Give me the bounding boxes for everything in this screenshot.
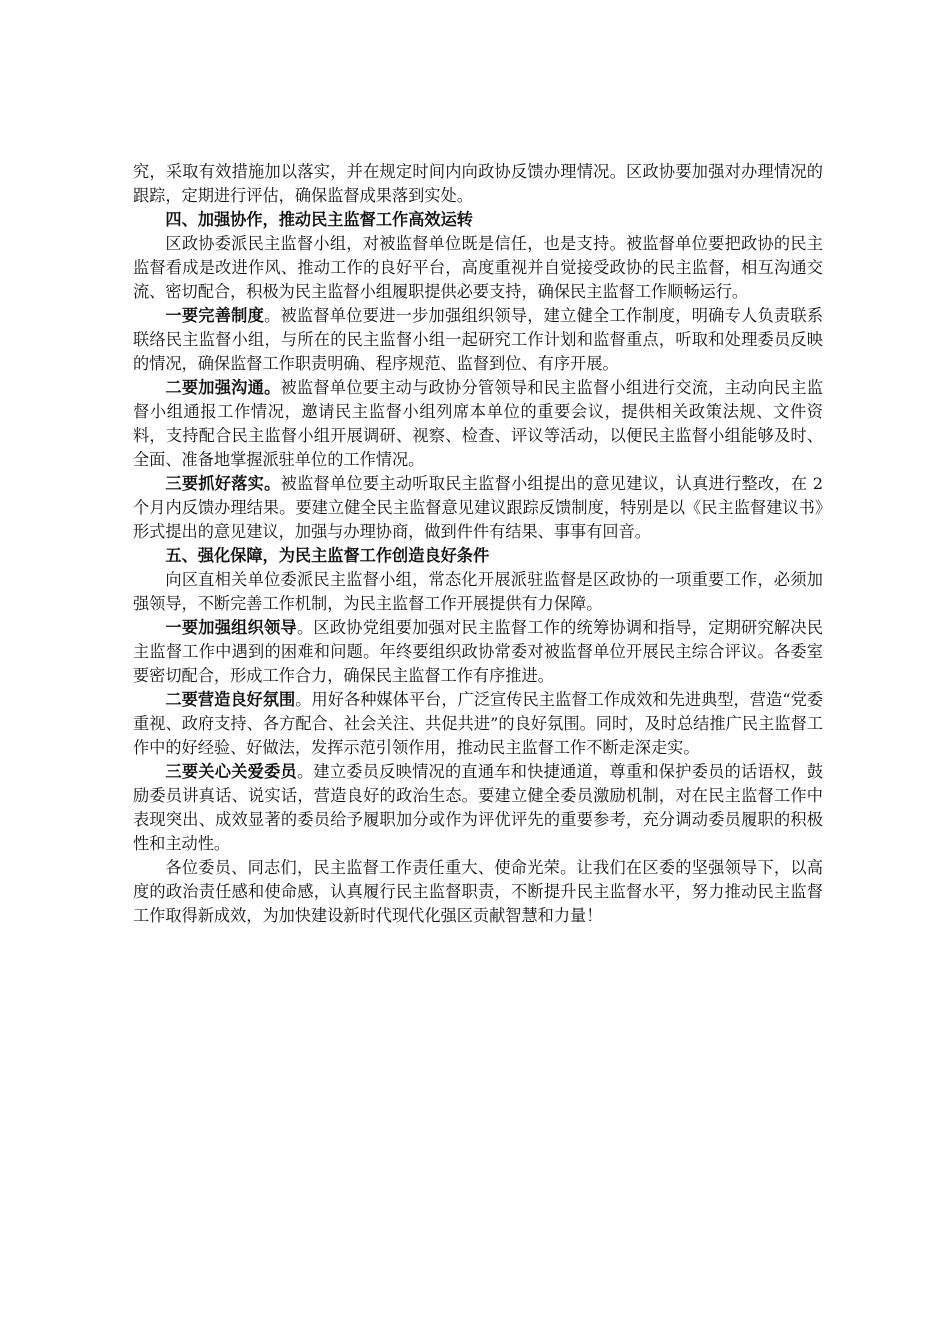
paragraph-lead: 三要抓好落实。: [165, 474, 281, 493]
paragraph-lead: 二要营造良好氛围: [165, 690, 296, 709]
section-heading-5: 五、强化保障，为民主监督工作创造良好条件: [165, 546, 490, 565]
paragraph-body: 。区政协党组要加强对民主监督工作的统筹协调和指导，定期研究解决民主监督工作中遇到的困难和问题。年终要组织政协常委对被监督单位开展民主综合评议。各委室要密切配合，形成工作合力，确保民主监督工作有序推进。: [133, 618, 824, 685]
paragraph-lead: 三要关心关爱委员: [165, 762, 297, 781]
paragraph-body: 究，采取有效措施加以落实，并在规定时间内向政协反馈办理情况。区政协要加强对办理情况的跟踪，定期进行评估，确保监督成果落到实处。: [133, 162, 823, 205]
paragraph-body: 向区直相关单位委派民主监督小组，常态化开展派驻监督是区政协的一项重要工作，必须加强领导，不断完善工作机制，为民主监督工作开展提供有力保障。: [133, 570, 823, 613]
paragraph-point-4-3: [133, 472, 823, 544]
paragraph-closing: [133, 856, 823, 928]
paragraph-body: 。用好各种媒体平台，广泛宣传民主监督工作成效和先进典型，营造“党委重视、政府支持、各方配合、社会关注、共促共进”的良好氛围。同时，及时总结推广民主监督工作中的好经验、好做法，发挥示范引领作用，推动民主监督工作不断走深走实。: [133, 690, 824, 757]
paragraph-continued: [133, 160, 823, 208]
paragraph-body: 被监督单位要主动与政协分管领导和民主监督小组进行交流，主动向民主监督小组通报工作情况，邀请民主监督小组列席本单位的重要会议，提供相关政策法规、文件资料，支持配合民主监督小组开展调研、视察、检查、评议等活动，以便民主监督小组能够及时、全面、准备地掌握派驻单位的工作情况。: [133, 378, 824, 469]
paragraph-body: 各位委员、同志们，民主监督工作责任重大、使命光荣。让我们在区委的坚强领导下，以高度的政治责任感和使命感，认真履行民主监督职责，不断提升民主监督水平，努力推动民主监督工作取得新成效，为加快建设新时代现代化强区贡献智慧和力量！: [133, 858, 823, 925]
paragraph-body: 区政协委派民主监督小组，对被监督单位既是信任，也是支持。被监督单位要把政协的民主监督看成是改进作风、推动工作的良好平台，高度重视并自觉接受政协的民主监督，相互沟通交流、密切配合，积极为民主监督小组履职提供必要支持，确保民主监督工作顺畅运行。: [133, 234, 823, 301]
paragraph-lead: 二要加强沟通。: [165, 378, 281, 397]
paragraph-point-5-1: [133, 616, 823, 688]
paragraph-intro-5: [133, 568, 823, 616]
paragraph-lead: 一要完善制度: [165, 306, 265, 325]
section-heading-4: 四、加强协作，推动民主监督工作高效运转: [165, 210, 473, 229]
document-page: [133, 160, 823, 928]
paragraph-point-5-2: [133, 688, 823, 760]
paragraph-body: 被监督单位要主动听取民主监督小组提出的意见建议，认真进行整改，在 2 个月内反馈办理结果。要建立健全民主监督意见建议跟踪反馈制度，特别是以《民主监督建议书》形式提出的意见建议，加强与办理协商，做到件件有结果、事事有回音。: [133, 474, 823, 541]
paragraph-point-4-1: [133, 304, 823, 376]
paragraph-point-5-3: [133, 760, 823, 856]
paragraph-point-4-2: [133, 376, 823, 472]
paragraph-body: 。建立委员反映情况的直通车和快捷通道，尊重和保护委员的话语权，鼓励委员讲真话、说实话，营造良好的政治生态。要建立健全委员激励机制，对在民主监督工作中表现突出、成效显著的委员给予履职加分或作为评优评先的重要参考，充分调动委员履职的积极性和主动性。: [133, 762, 824, 853]
paragraph-body: 。被监督单位要进一步加强组织领导，建立健全工作制度，明确专人负责联系联络民主监督小组，与所在的民主监督小组一起研究工作计划和监督重点，听取和处理委员反映的情况，确保监督工作职责明确、程序规范、监督到位、有序开展。: [133, 306, 824, 373]
paragraph-lead: 一要加强组织领导: [165, 618, 297, 637]
paragraph-intro-4: [133, 232, 823, 304]
